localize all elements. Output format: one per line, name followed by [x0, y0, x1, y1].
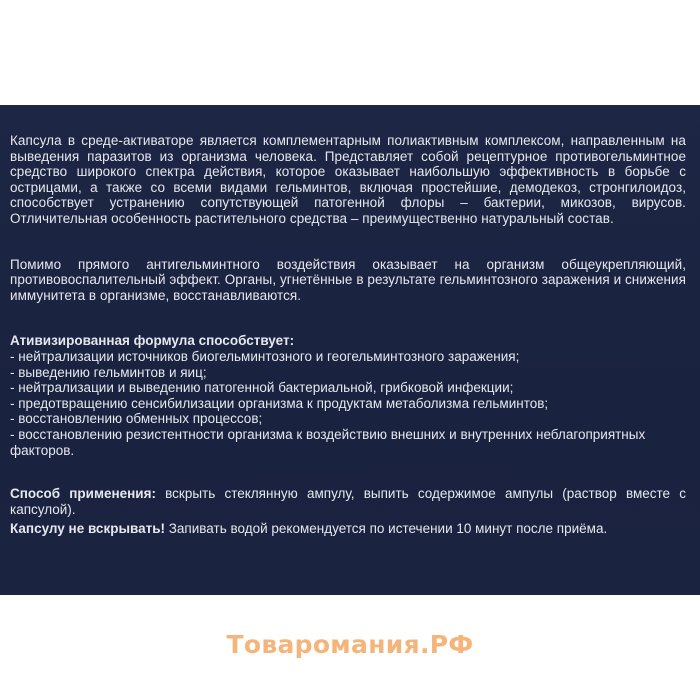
list-item: - нейтрализации и выведению патогенной бактериальной, грибковой инфекции;	[10, 380, 514, 396]
list-item: - предотвращению сенсибилизации организма к продуктам метаболизма гельминтов;	[10, 395, 549, 411]
usage-instructions	[10, 486, 686, 517]
warning-text: Запивать водой рекомендуется по истечении 10 минут после приёма.	[165, 521, 608, 537]
capsule-warning	[10, 521, 686, 537]
warning-label: Капсулу не вскрывать!	[10, 521, 166, 537]
store-watermark: Товаромания.РФ	[226, 630, 474, 659]
product-description-panel	[0, 105, 700, 595]
list-item: - нейтрализации источников биогельминтозного и геогельминтозного заражения;	[10, 348, 520, 364]
formula-heading: Ативизированная формула способствует:	[10, 333, 295, 349]
list-item: - восстановлению резистентности организма к воздействию внешних и внутренних неблагоприятных факторов.	[10, 426, 646, 458]
formula-benefits-list	[10, 349, 686, 458]
usage-label: Способ применения:	[10, 486, 156, 502]
list-item: - восстановлению обменных процессов;	[10, 411, 263, 427]
usage-text: вскрыть стеклянную ампулу, выпить содержимое ампулы (раствор вместе с капсулой).	[10, 486, 687, 517]
effect-paragraph: Помимо прямого антигельминтного воздействия оказывает на организм общеукрепляющий, противовоспалительный эффект. Органы, угнетённые в результате гельминтозного заражения и снижения иммунитета в организме, восстанавливаются.	[10, 256, 686, 303]
description-paragraph: Капсула в среде-активаторе является комплементарным полиактивным комплексом, направленным на выведения паразитов из организма человека. Представляет собой рецептурное противогельминтное средство широкого спектра действия, которое оказывает наибольшую эффективность в борьбе с острицами, а также со всеми видами гельминтов, включая простейшие, демодекоз, стронгилоидоз, способствует устранению сопутствующей патогенной флоры – бактерии, микозов, вирусов. Отличительная особенность растительного средства – преимущественно натуральный состав.	[10, 133, 686, 226]
list-item: - выведению гельминтов и яиц;	[10, 364, 207, 380]
